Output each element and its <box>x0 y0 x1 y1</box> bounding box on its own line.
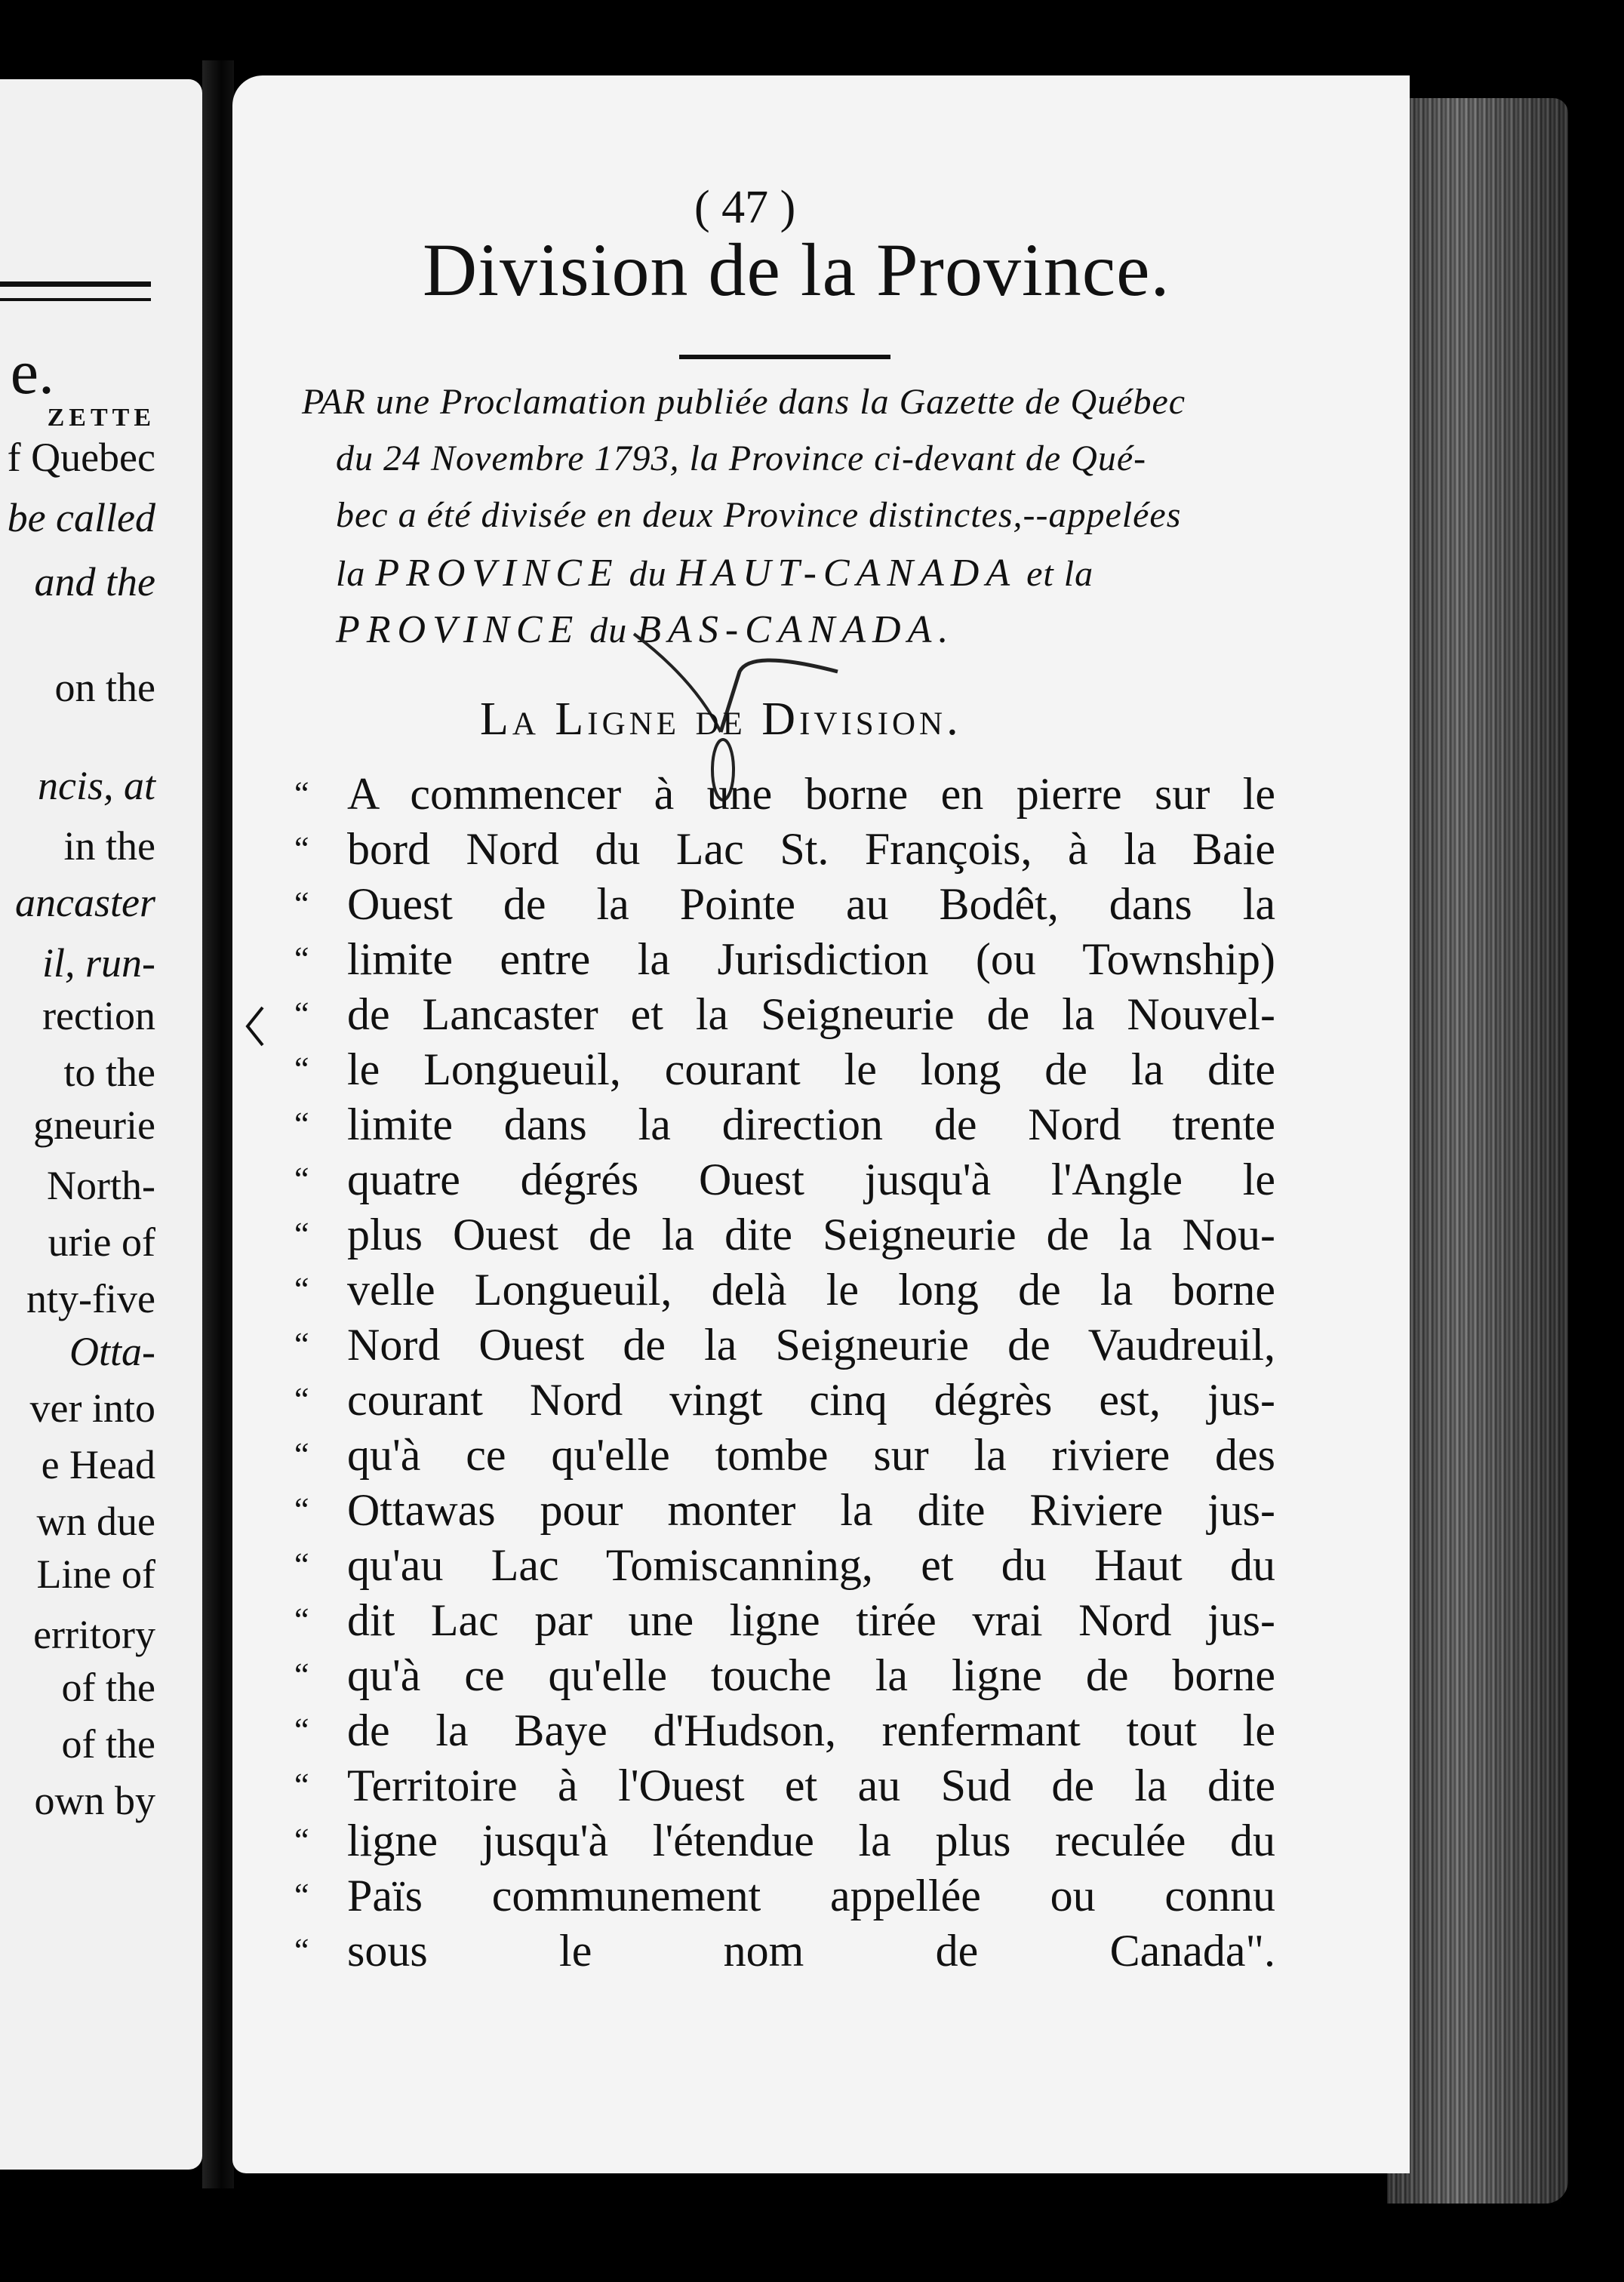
quote-mark: “ <box>294 1491 309 1528</box>
proclamation-line <box>336 438 1287 479</box>
body-line-text: Ottawas pour monter la dite Riviere jus- <box>347 1485 1275 1535</box>
body-line <box>294 1264 1275 1316</box>
body-line <box>294 1760 1275 1812</box>
body-line <box>294 1870 1275 1922</box>
proclamation-text: du 24 Novembre 1793, la Province ci-devant de Qué- <box>336 438 1147 478</box>
left-page-line: erritory <box>33 1612 155 1657</box>
left-page-line: and the <box>34 559 155 604</box>
body-line-text: ligne jusqu'à l'étendue la plus reculée du <box>347 1816 1275 1865</box>
quote-mark: “ <box>294 1822 309 1859</box>
proclamation-caps: PROVINCE <box>375 552 620 595</box>
body-line <box>294 1319 1275 1371</box>
body-line <box>294 1099 1275 1151</box>
quote-mark: “ <box>294 1271 309 1308</box>
left-page-line: of the <box>61 1721 155 1767</box>
body-line-text: limite entre la Jurisdiction (ou Township) <box>347 934 1275 984</box>
quote-mark: “ <box>294 885 309 922</box>
left-page-line: of the <box>61 1665 155 1710</box>
body-line-text: de Lancaster et la Seigneurie de la Nouvel- <box>347 989 1275 1039</box>
body-line <box>294 768 1275 820</box>
left-page-line: ver into <box>29 1386 155 1431</box>
page-title: Division de la Province. <box>423 228 1170 312</box>
left-page-line: own by <box>34 1778 155 1823</box>
left-page-rule <box>0 298 151 301</box>
body-line-text: Païs communement appellée ou connu <box>347 1871 1275 1921</box>
proclamation-text: et la <box>1017 554 1094 594</box>
body-line <box>294 1374 1275 1426</box>
left-page-line: rection <box>42 993 155 1038</box>
body-line-text: Ouest de la Pointe au Bodêt, dans la <box>347 879 1275 929</box>
body-line-text: limite dans la direction de Nord trente <box>347 1099 1275 1149</box>
body-line <box>294 1044 1275 1096</box>
body-line <box>294 1925 1275 1977</box>
book-fore-edge <box>1387 98 1568 2204</box>
body-line <box>294 989 1275 1041</box>
left-page-line: ncis, at <box>38 763 155 808</box>
quote-mark: “ <box>294 1106 309 1143</box>
body-line <box>294 823 1275 875</box>
quote-mark: “ <box>294 1767 309 1804</box>
body-line-text: plus Ouest de la dite Seigneurie de la Nou- <box>347 1210 1275 1259</box>
body-line <box>294 933 1275 986</box>
body-line-text: qu'au Lac Tomiscanning, et du Haut du <box>347 1540 1275 1590</box>
left-page-fragment <box>0 79 202 2170</box>
left-page-line: urie of <box>48 1219 155 1265</box>
proclamation-caps: PROVINCE <box>336 608 580 651</box>
left-page-line: North- <box>47 1163 155 1208</box>
quote-mark: “ <box>294 775 309 812</box>
body-line <box>294 1595 1275 1647</box>
proclamation-caps: BAS-CANADA. <box>637 608 955 651</box>
body-line <box>294 1705 1275 1757</box>
body-line-text: sous le nom de Canada". <box>347 1926 1275 1976</box>
body-line-text: bord Nord du Lac St. François, à la Baie <box>347 824 1275 874</box>
body-line <box>294 1539 1275 1592</box>
left-page-line: ancaster <box>15 880 155 925</box>
quote-mark: “ <box>294 940 309 977</box>
quote-mark: “ <box>294 1381 309 1418</box>
body-line-text: qu'à ce qu'elle touche la ligne de borne <box>347 1650 1275 1700</box>
quote-mark: “ <box>294 1601 309 1638</box>
body-line-text: de la Baye d'Hudson, renfermant tout le <box>347 1705 1275 1755</box>
body-line <box>294 1815 1275 1867</box>
left-page-line: gneurie <box>33 1103 155 1148</box>
left-page-line: f Quebec <box>7 435 155 480</box>
body-line-text: velle Longueuil, delà le long de la borne <box>347 1265 1275 1315</box>
quote-mark: “ <box>294 1216 309 1253</box>
left-page-line: in the <box>63 823 155 869</box>
body-line-text: Nord Ouest de la Seigneurie de Vaudreuil, <box>347 1320 1275 1370</box>
quote-mark: “ <box>294 1161 309 1198</box>
quote-mark: “ <box>294 995 309 1032</box>
page-number: ( 47 ) <box>694 182 796 233</box>
quote-mark: “ <box>294 1932 309 1969</box>
body-line-text: A commencer à une borne en pierre sur le <box>347 769 1275 819</box>
left-page-line: Otta- <box>69 1329 155 1374</box>
quote-mark: “ <box>294 1326 309 1363</box>
proclamation-text: PAR une Proclamation publiée dans la Gazette de Québec <box>302 382 1186 422</box>
quote-mark: “ <box>294 830 309 867</box>
quote-mark: “ <box>294 1877 309 1914</box>
body-line <box>294 1484 1275 1536</box>
body-line <box>294 1154 1275 1206</box>
left-page-rule <box>0 281 151 287</box>
left-page-line: ZETTE <box>47 404 155 432</box>
left-page-line: il, run- <box>42 940 155 986</box>
proclamation-text: la <box>336 554 376 594</box>
proclamation-caps: HAUT-CANADA <box>676 552 1017 595</box>
quote-mark: “ <box>294 1436 309 1473</box>
left-page-heading: e. <box>10 337 54 408</box>
body-line-text: quatre dégrés Ouest jusqu'à l'Angle le <box>347 1155 1275 1204</box>
margin-pointer-mark <box>240 1004 270 1049</box>
quote-mark: “ <box>294 1712 309 1748</box>
section-subheading: La Ligne de Division. <box>480 694 962 745</box>
body-line-text: qu'à ce qu'elle tombe sur la riviere des <box>347 1430 1275 1480</box>
body-line <box>294 1650 1275 1702</box>
proclamation-line <box>302 381 1253 423</box>
title-rule <box>679 355 890 359</box>
proclamation-text: du <box>619 554 677 594</box>
left-page-line: be called <box>7 495 155 540</box>
left-page-line: Line of <box>36 1552 155 1597</box>
body-line-text: le Longueuil, courant le long de la dite <box>347 1044 1275 1094</box>
body-line <box>294 878 1275 930</box>
left-page-line: on the <box>54 665 155 710</box>
body-line <box>294 1209 1275 1261</box>
quote-mark: “ <box>294 1656 309 1693</box>
book-gutter <box>202 60 234 2188</box>
left-page-line: wn due <box>36 1499 155 1544</box>
proclamation-line <box>336 551 1287 595</box>
quote-mark: “ <box>294 1546 309 1583</box>
left-page-line: to the <box>63 1050 155 1095</box>
proclamation-text: du <box>580 610 638 650</box>
quote-mark: “ <box>294 1050 309 1087</box>
proclamation-text: bec a été divisée en deux Province distinctes,--appelées <box>336 495 1182 535</box>
left-page-line: nty-five <box>26 1276 155 1321</box>
proclamation-line <box>336 494 1287 536</box>
body-line <box>294 1429 1275 1481</box>
body-line-text: Territoire à l'Ouest et au Sud de la dite <box>347 1761 1275 1810</box>
left-page-line: e Head <box>41 1442 155 1487</box>
body-line-text: courant Nord vingt cinq dégrès est, jus- <box>347 1375 1275 1425</box>
body-line-text: dit Lac par une ligne tirée vrai Nord jus- <box>347 1595 1275 1645</box>
